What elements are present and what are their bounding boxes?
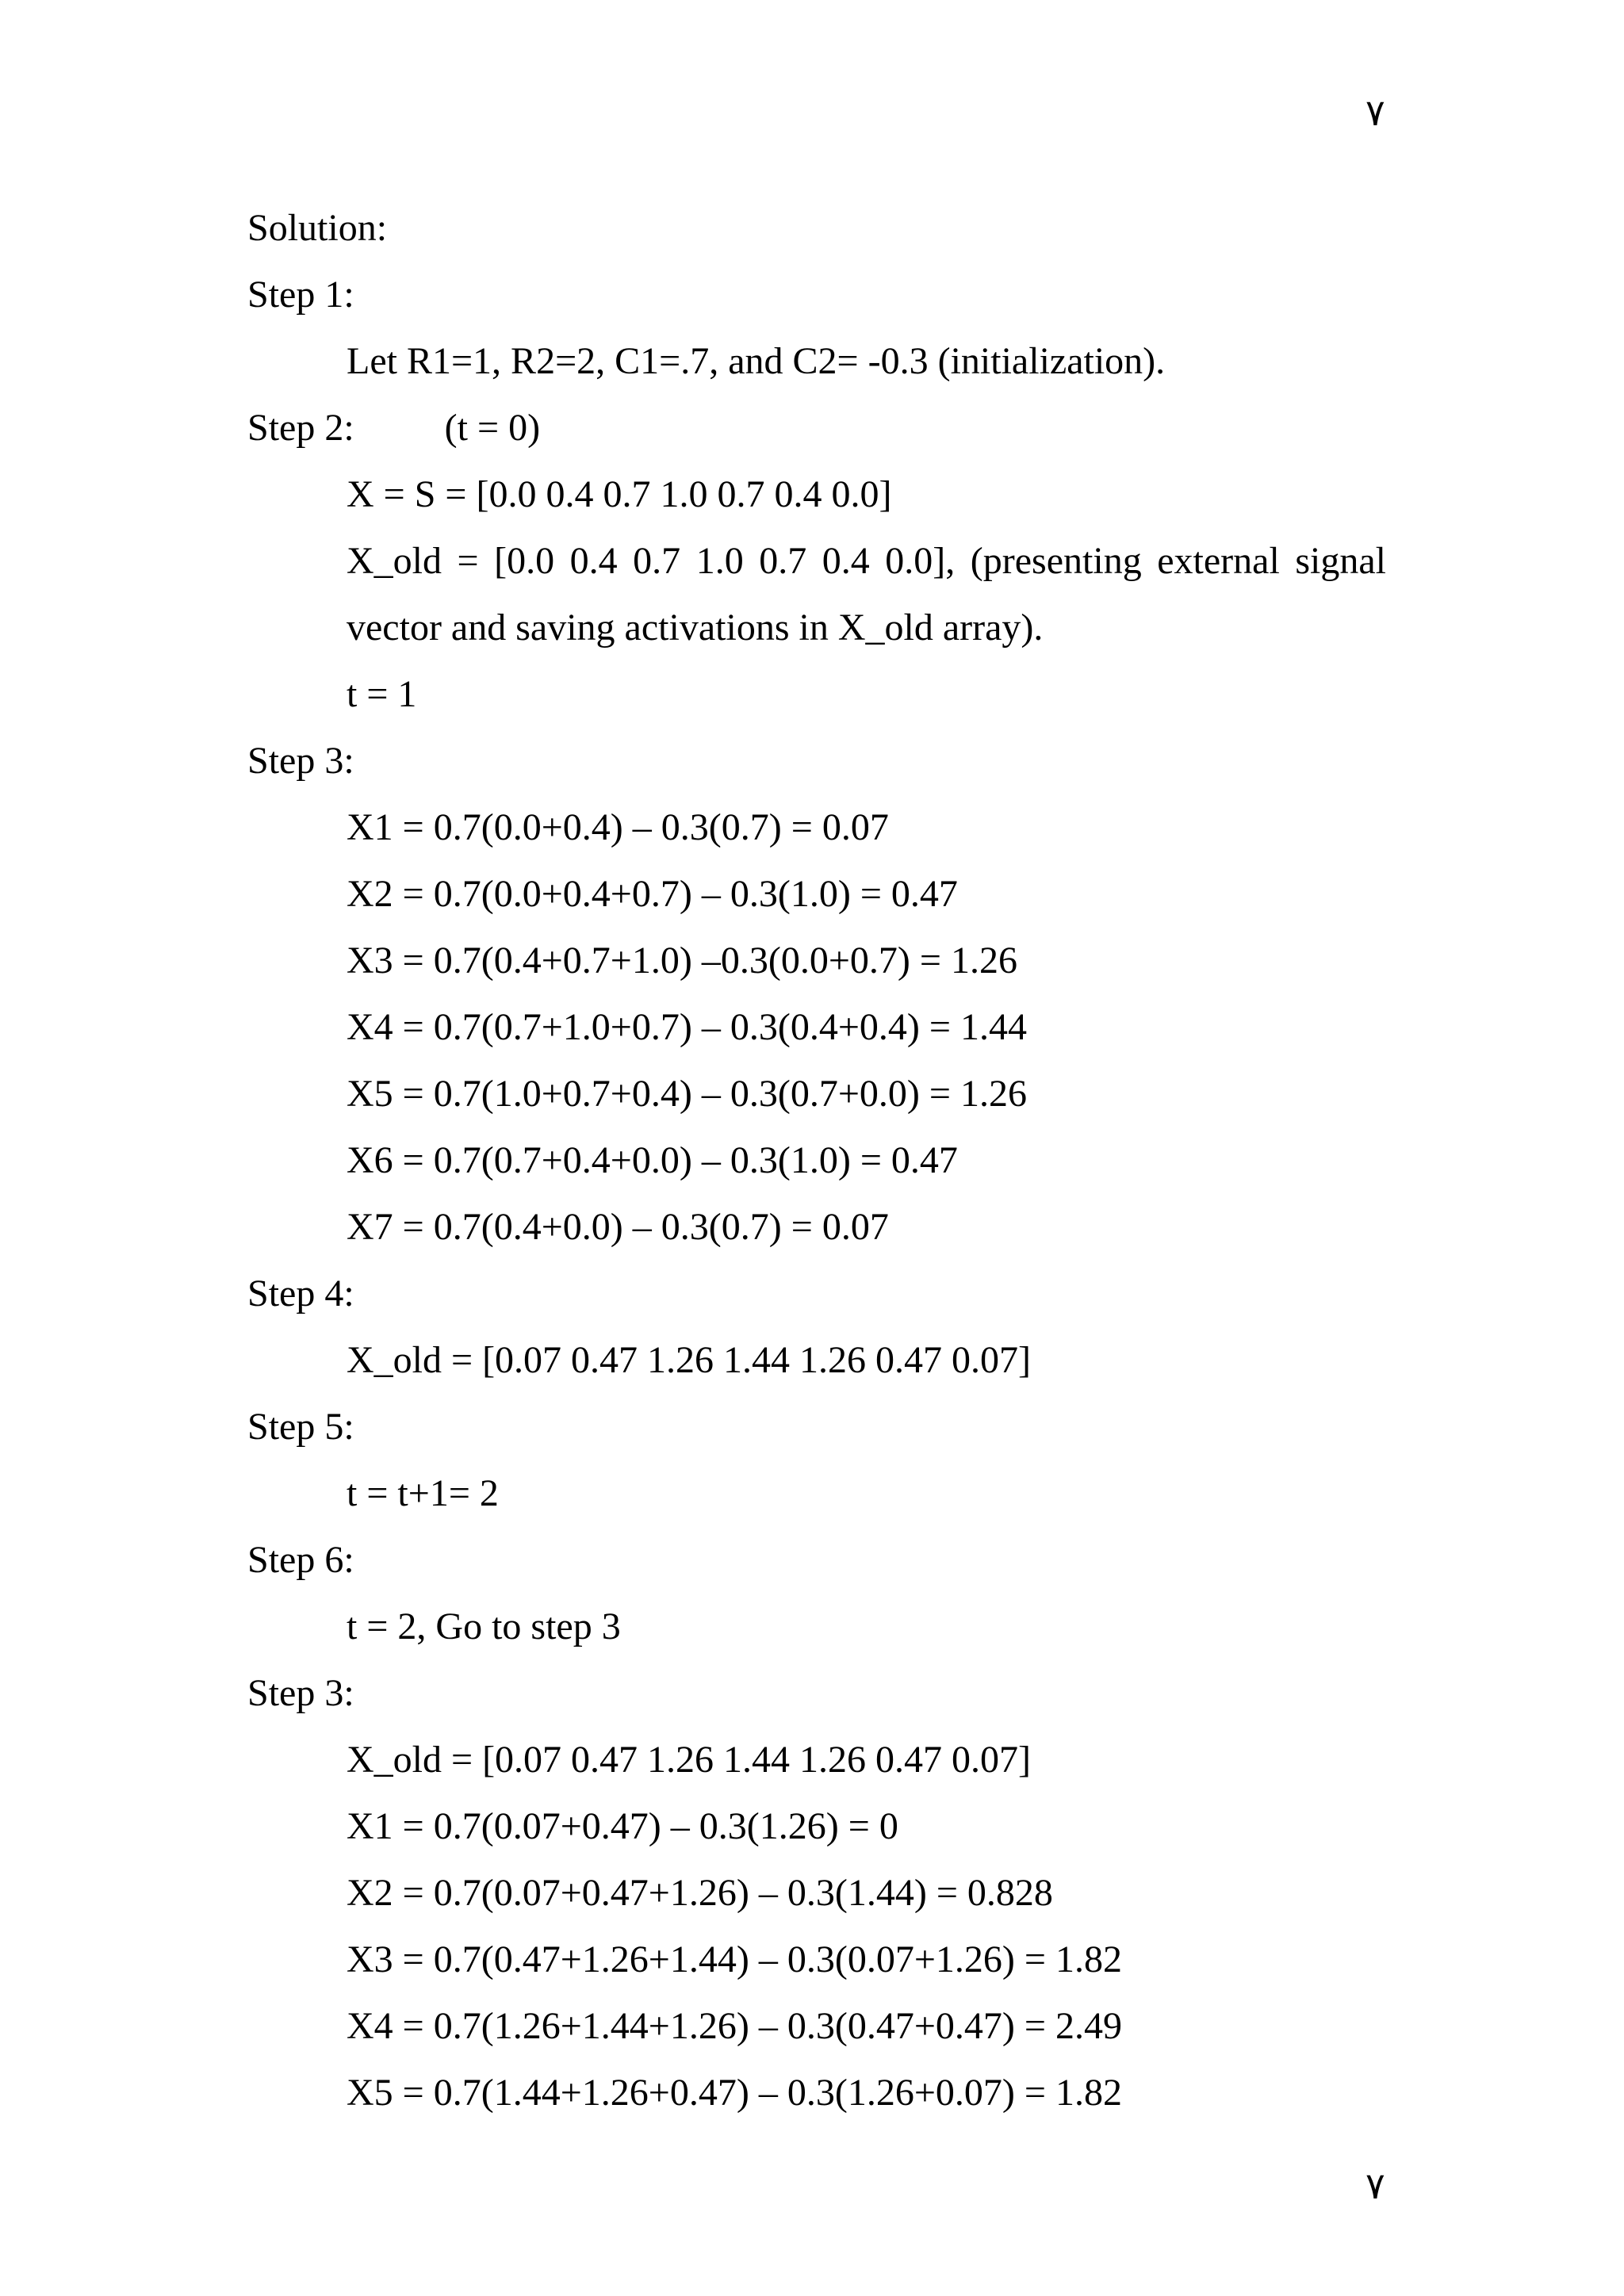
text-line: X3 = 0.7(0.4+0.7+1.0) –0.3(0.0+0.7) = 1.26 <box>347 939 1017 982</box>
step-heading <box>247 395 1386 461</box>
step-heading: Step 1: <box>247 274 354 316</box>
step-heading: Solution: <box>247 207 388 249</box>
text-line: Let R1=1, R2=2, C1=.7, and C2= -0.3 (initialization). <box>347 340 1166 382</box>
text-line: X5 = 0.7(1.44+1.26+0.47) – 0.3(1.26+0.07) = 1.82 <box>347 2072 1122 2114</box>
text-line: t = 1 <box>347 673 417 715</box>
step-heading: Step 3: <box>247 740 354 782</box>
text-line: X_old = [0.07 0.47 1.26 1.44 1.26 0.47 0.07] <box>347 1739 1032 1781</box>
text-line: t = t+1= 2 <box>347 1472 499 1514</box>
step-label: Step 2: <box>247 407 354 449</box>
step-heading: Step 6: <box>247 1539 354 1581</box>
text-line: vector and saving activations in X_old array). <box>347 607 1044 649</box>
step-heading: Step 5: <box>247 1406 354 1448</box>
text-line: X_old = [0.0 0.4 0.7 1.0 0.7 0.4 0.0], (presenting external signal <box>347 540 1386 582</box>
step-heading: Step 4: <box>247 1272 354 1314</box>
text-line: X6 = 0.7(0.7+0.4+0.0) – 0.3(1.0) = 0.47 <box>347 1139 958 1181</box>
text-line: X2 = 0.7(0.0+0.4+0.7) – 0.3(1.0) = 0.47 <box>347 873 958 915</box>
document-body <box>247 195 1386 2126</box>
page-number-bottom: ٧ <box>1365 2166 1385 2206</box>
step-time-value: (t = 0) <box>444 407 541 449</box>
text-line: X7 = 0.7(0.4+0.0) – 0.3(0.7) = 0.07 <box>347 1206 889 1248</box>
text-line: X5 = 0.7(1.0+0.7+0.4) – 0.3(0.7+0.0) = 1.26 <box>347 1073 1027 1115</box>
text-line: X2 = 0.7(0.07+0.47+1.26) – 0.3(1.44) = 0.828 <box>347 1872 1053 1914</box>
text-line: X = S = [0.0 0.4 0.7 1.0 0.7 0.4 0.0] <box>347 473 892 515</box>
text-line: X4 = 0.7(0.7+1.0+0.7) – 0.3(0.4+0.4) = 1.44 <box>347 1006 1027 1048</box>
text-line: t = 2, Go to step 3 <box>347 1605 621 1647</box>
text-line: X3 = 0.7(0.47+1.26+1.44) – 0.3(0.07+1.26) = 1.82 <box>347 1938 1122 1980</box>
page-number-top: ٧ <box>1365 93 1385 133</box>
step-heading: Step 3: <box>247 1672 354 1714</box>
text-line: X4 = 0.7(1.26+1.44+1.26) – 0.3(0.47+0.47) = 2.49 <box>347 2005 1122 2047</box>
text-line: X1 = 0.7(0.07+0.47) – 0.3(1.26) = 0 <box>347 1805 898 1847</box>
text-line: X1 = 0.7(0.0+0.4) – 0.3(0.7) = 0.07 <box>347 806 889 848</box>
text-line: X_old = [0.07 0.47 1.26 1.44 1.26 0.47 0.07] <box>347 1339 1032 1381</box>
